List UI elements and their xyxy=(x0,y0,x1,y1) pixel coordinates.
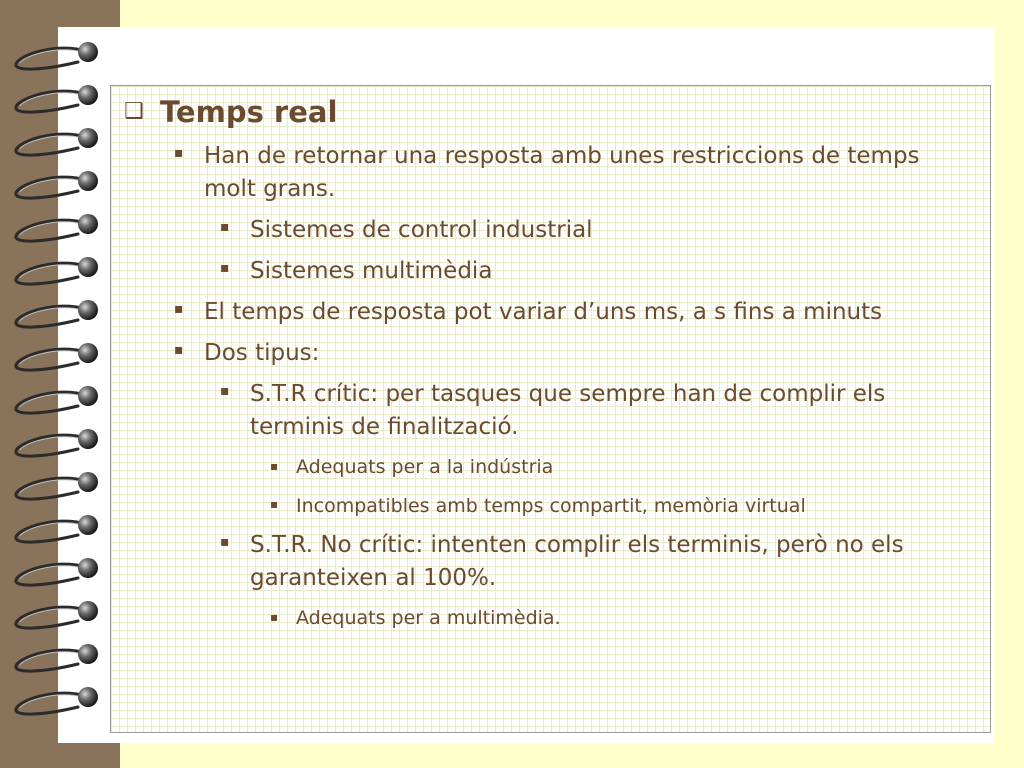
checkbox-bullet-icon: ❑ xyxy=(124,99,144,124)
list-item xyxy=(174,296,990,329)
list-item xyxy=(220,255,990,288)
list-item xyxy=(220,378,990,444)
spiral-binding-ring-icon xyxy=(16,601,98,628)
list-item-text: El temps de resposta pot variar d’uns ms, a s fins a minuts xyxy=(204,299,883,325)
spiral-binding-ring-icon xyxy=(16,85,98,112)
list-item-text: Dos tipus: xyxy=(204,340,320,366)
list-item-text: S.T.R. No crític: intenten complir els terminis, però no els garanteixen al 100%. xyxy=(250,532,904,591)
spiral-binding xyxy=(0,0,120,768)
spiral-binding-ring-icon xyxy=(16,687,98,714)
square-bullet-icon: ▪ xyxy=(220,260,230,276)
spiral-binding-ring-icon xyxy=(16,257,98,284)
spiral-binding-ring-icon xyxy=(16,214,98,241)
list-item xyxy=(270,452,990,483)
spiral-binding-ring-icon xyxy=(16,515,98,542)
square-bullet-icon: ▪ xyxy=(270,497,279,511)
heading-text: Temps real xyxy=(160,95,338,129)
spiral-binding-ring-icon xyxy=(16,558,98,585)
spiral-binding-ring-icon xyxy=(16,42,98,69)
list-item xyxy=(270,491,990,522)
list-item-text: Adequats per a la indústria xyxy=(296,456,554,478)
spiral-binding-ring-icon xyxy=(16,386,98,413)
list-item-text: Sistemes multimèdia xyxy=(250,258,493,284)
list-item xyxy=(220,214,990,247)
list-item-text: Incompatibles amb temps compartit, memòria virtual xyxy=(296,494,806,517)
spiral-binding-ring-icon xyxy=(16,300,98,327)
square-bullet-icon: ▪ xyxy=(220,383,230,399)
spiral-binding-ring-icon xyxy=(16,472,98,499)
spiral-binding-ring-icon xyxy=(16,644,98,671)
spiral-binding-ring-icon xyxy=(16,128,98,155)
list-item xyxy=(174,337,990,370)
list-item-text: Sistemes de control industrial xyxy=(250,217,593,243)
square-bullet-icon: ▪ xyxy=(220,534,230,550)
slide-heading xyxy=(124,92,990,132)
square-bullet-icon: ▪ xyxy=(174,342,184,358)
square-bullet-icon: ▪ xyxy=(270,458,279,473)
slide-content xyxy=(120,92,990,634)
square-bullet-icon: ▪ xyxy=(220,219,230,235)
spiral-binding-ring-icon xyxy=(16,429,98,456)
list-item xyxy=(220,529,990,595)
list-item xyxy=(174,140,990,206)
square-bullet-icon: ▪ xyxy=(270,609,279,624)
spiral-binding-ring-icon xyxy=(16,171,98,198)
square-bullet-icon: ▪ xyxy=(174,301,184,317)
spiral-binding-ring-icon xyxy=(16,343,98,370)
list-item-text: Adequats per a multimèdia. xyxy=(296,607,561,629)
square-bullet-icon: ▪ xyxy=(174,145,184,161)
list-item-text: Han de retornar una resposta amb unes restriccions de temps molt grans. xyxy=(204,143,920,202)
list-item xyxy=(270,603,990,634)
list-item-text: S.T.R crític: per tasques que sempre han de complir els terminis de finalització. xyxy=(250,381,886,440)
